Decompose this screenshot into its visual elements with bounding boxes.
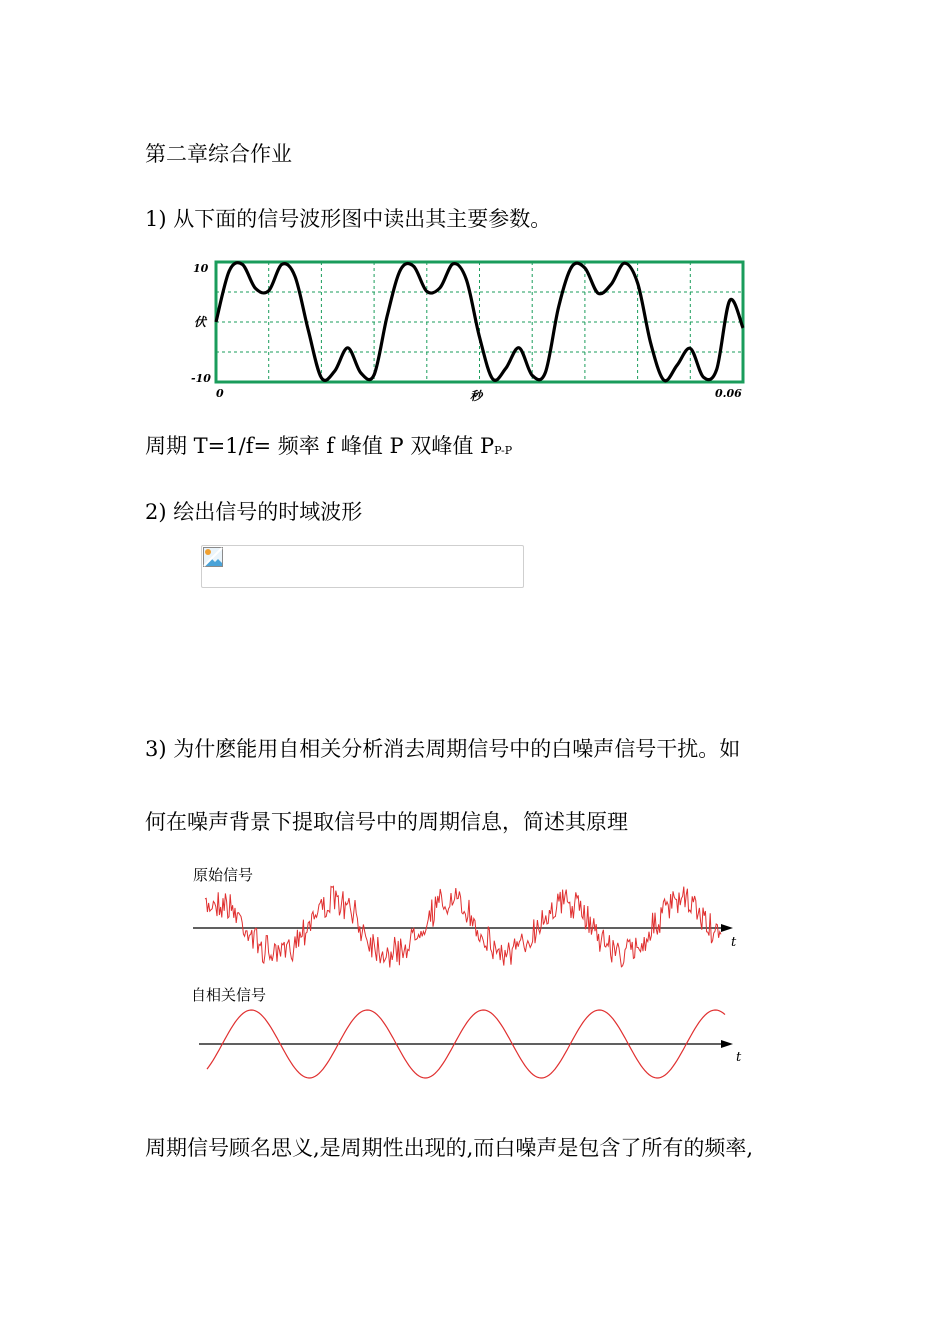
noisy-signal-line <box>205 886 721 967</box>
x-tick-label-right: 0.06 <box>715 387 742 400</box>
broken-image-icon <box>203 547 223 567</box>
question-3-line-1: 3) 为什麽能用自相关分析消去周期信号中的白噪声信号干扰。如 <box>145 737 741 761</box>
time-axis-1-label: t <box>731 935 737 950</box>
y-axis-label: 伏 <box>194 315 207 329</box>
time-axis-1-arrow <box>721 924 733 932</box>
autocorrelation-figure <box>185 855 755 1095</box>
y-tick-label-bottom: -10 <box>191 372 211 385</box>
question-3-line-2: 何在噪声背景下提取信号中的周期信息，简述其原理 <box>145 810 628 834</box>
x-axis-label: 秒 <box>470 389 483 403</box>
time-axis-2-arrow <box>721 1040 733 1048</box>
waveform-chart <box>188 255 758 405</box>
broken-image-placeholder <box>201 545 524 588</box>
pp-subscript: P-P <box>494 444 513 457</box>
question-1: 1) 从下面的信号波形图中读出其主要参数。 <box>145 207 552 231</box>
answer-line: 周期信号顾名思义,是周期性出现的,而白噪声是包含了所有的频率, <box>145 1136 754 1160</box>
time-axis-2-label: t <box>736 1050 742 1065</box>
parameters-line <box>145 430 512 460</box>
x-tick-label-left: 0 <box>216 387 224 400</box>
autocorrelation-signal-label: 自相关信号 <box>191 986 267 1004</box>
original-signal-label: 原始信号 <box>193 866 254 884</box>
question-2: 2) 绘出信号的时域波形 <box>145 500 363 524</box>
y-tick-label-top: 10 <box>193 262 209 275</box>
page-title: 第二章综合作业 <box>145 142 292 166</box>
parameters-text: 周期 T=1/f= 频率 f 峰值 P 双峰值 P <box>145 434 495 458</box>
